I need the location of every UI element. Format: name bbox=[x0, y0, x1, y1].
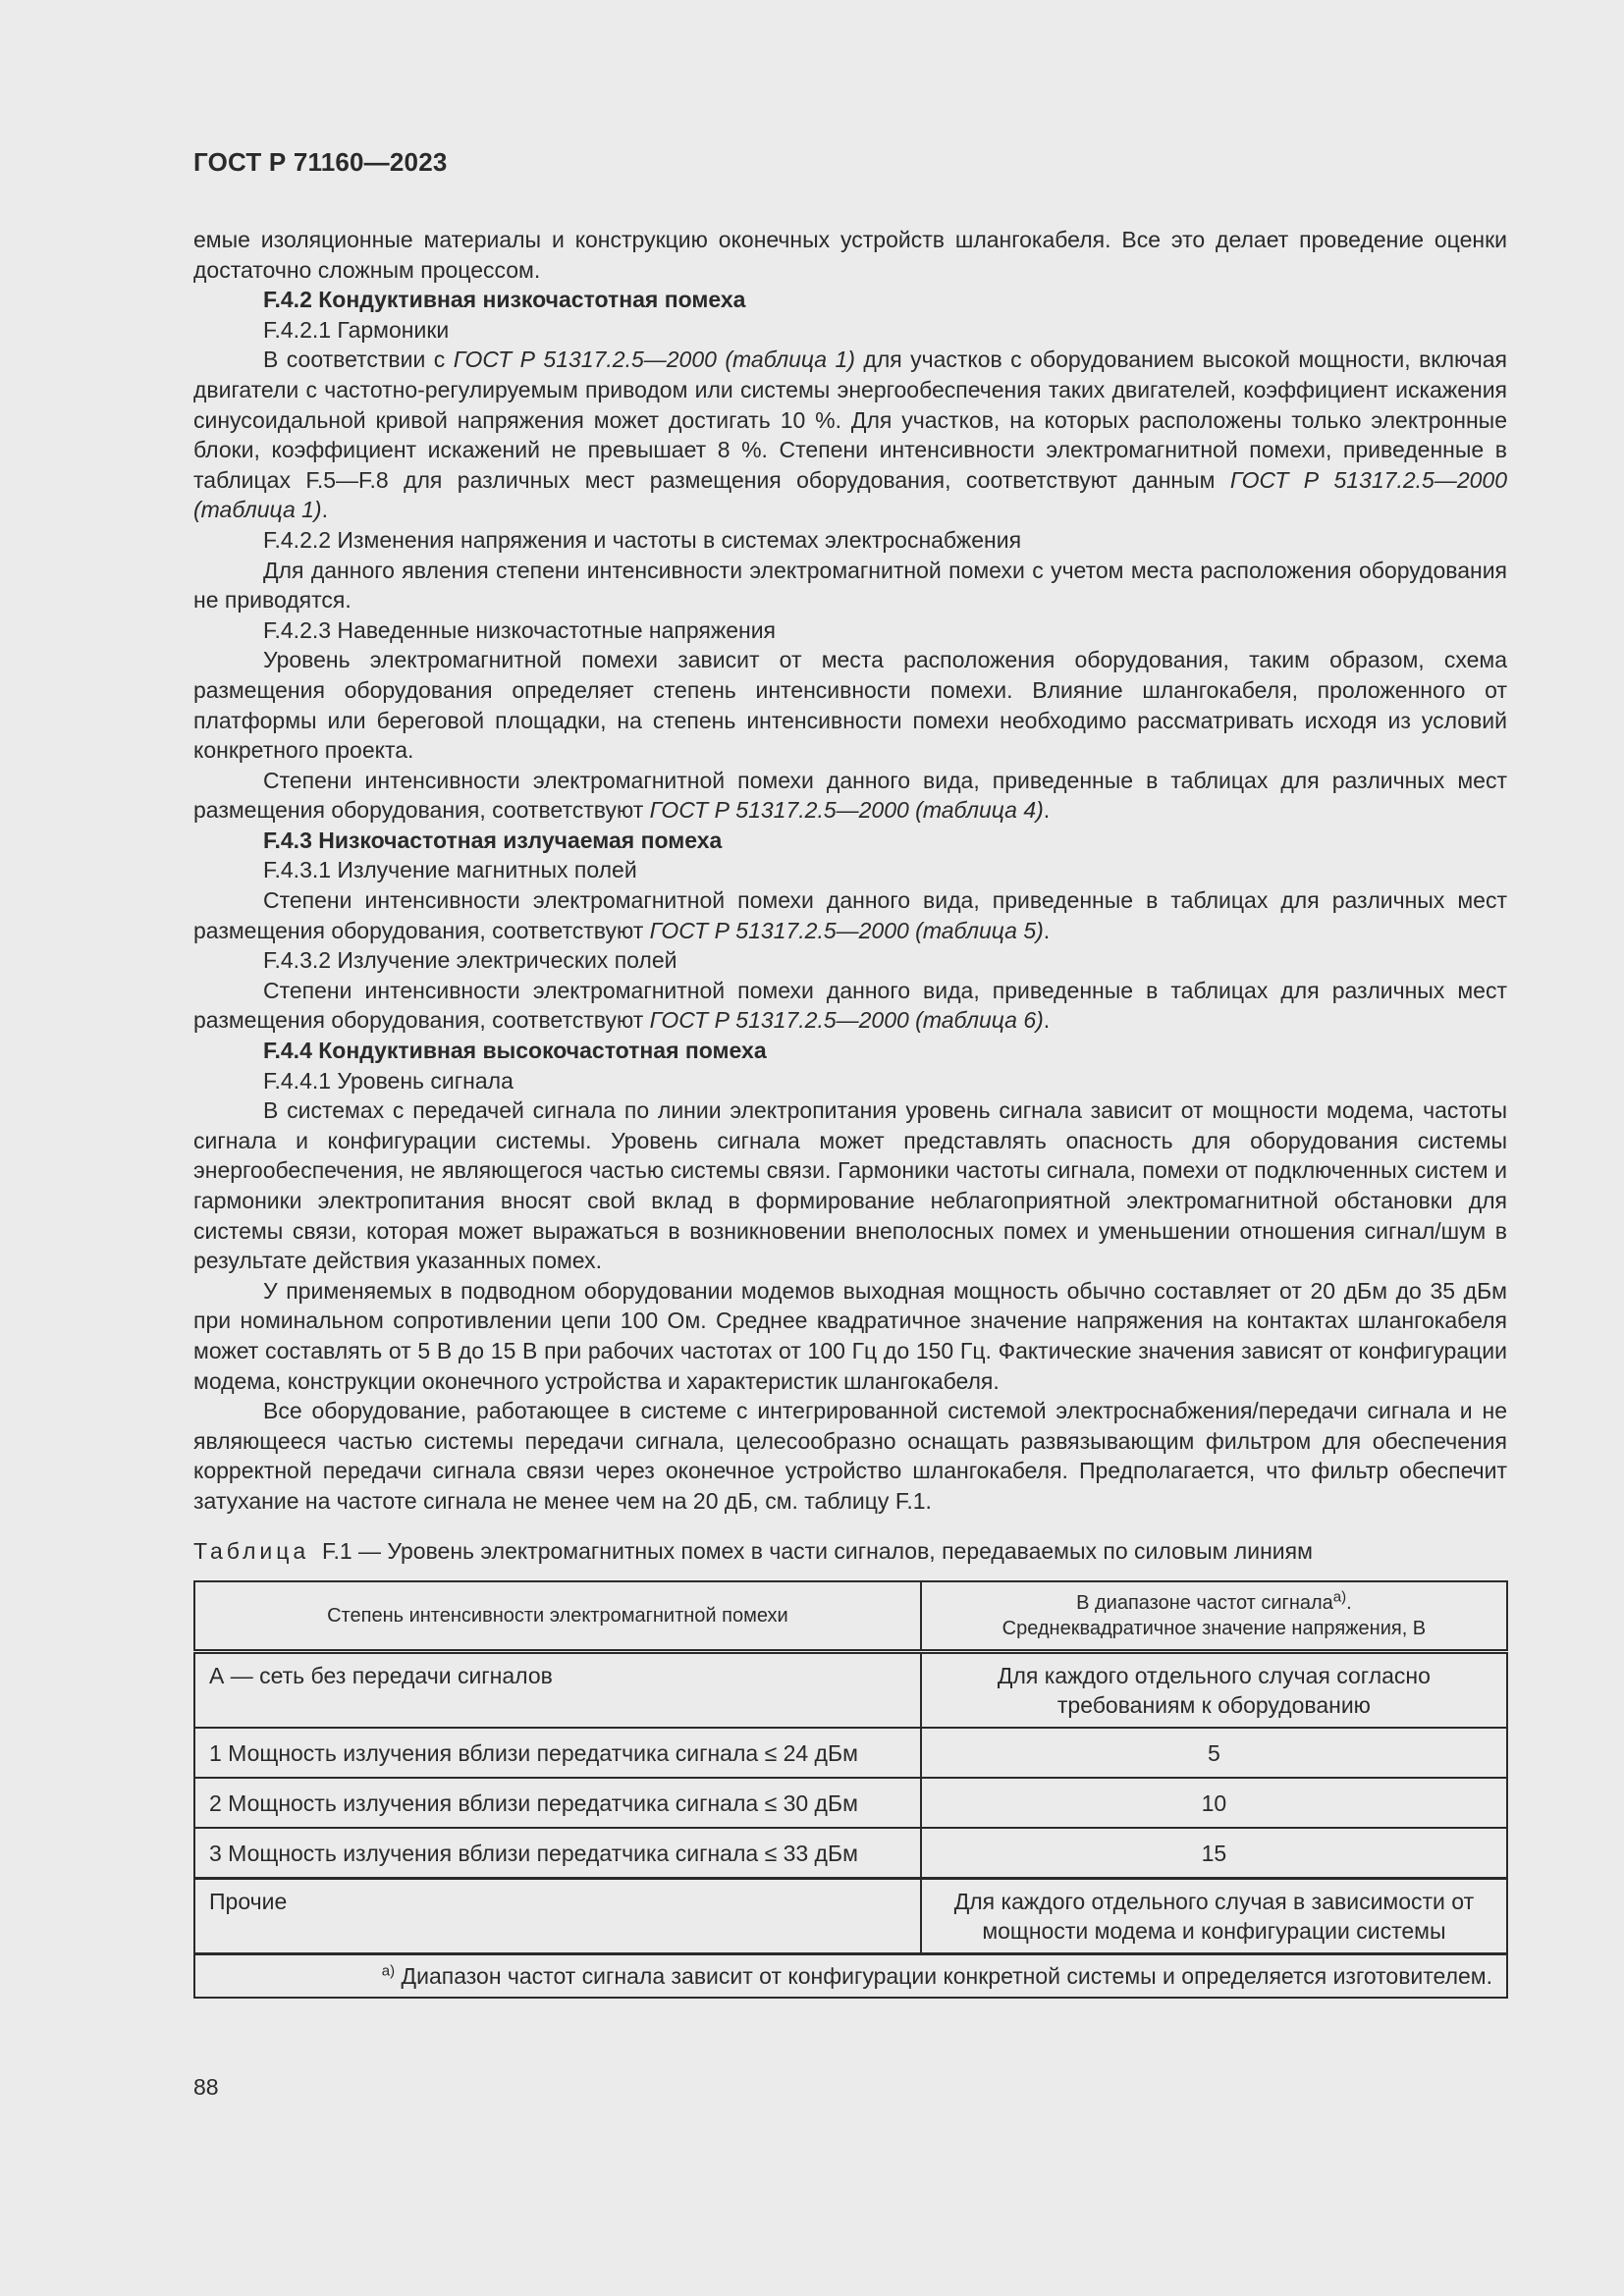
paragraph bbox=[193, 645, 1507, 765]
text-segment: F.4.2.2 Изменения напряжения и частоты в системах электроснабжения bbox=[263, 526, 1022, 553]
table-cell-value: 5 bbox=[921, 1728, 1507, 1778]
table-cell-value: Для каждого отдельного случая согласно требованиям к оборудованию bbox=[921, 1652, 1507, 1729]
standard-reference: ГОСТ Р 51317.2.5—2000 (таблица 5) bbox=[649, 917, 1044, 943]
paragraph bbox=[193, 766, 1507, 826]
standard-reference: ГОСТ Р 51317.2.5—2000 (таблица 6) bbox=[649, 1007, 1044, 1034]
text-segment: F.4.2.3 Наведенные низкочастотные напряжения bbox=[263, 616, 777, 643]
table-row bbox=[194, 1828, 1507, 1879]
table-footnote-row bbox=[194, 1954, 1507, 1999]
standard-reference: ГОСТ Р 51317.2.5—2000 (таблица 1) bbox=[453, 347, 855, 373]
subsection-heading bbox=[193, 315, 1507, 346]
paragraph bbox=[193, 976, 1507, 1036]
text-segment: F.4.2.1 Гармоники bbox=[263, 316, 450, 343]
text-segment: для участков с оборудованием высокой мощности, включая двигатели с частотно-регулируемым приводом или системы энергообеспечения таких двигателей, коэффициент искажения синусоидальной кривой напряжения может достигать 10 %. Для участков, на которых расположены только электронные блоки, коэффициент искажений не превышает 8 %. Степени интенсивности электромагнитной помехи, приведенные в таблицах F.5—F.8 для различных мест размещения оборудования, соответствуют данным bbox=[193, 347, 1508, 493]
table-caption-prefix: Таблица bbox=[193, 1538, 310, 1564]
section-heading bbox=[193, 1036, 1507, 1066]
text-segment: Степени интенсивности электромагнитной помехи данного вида, приведенные в таблицах для различных мест размещения оборудования, соответствуют bbox=[193, 977, 1507, 1034]
header-rms-text: Среднеквадратичное значение напряжения, В bbox=[1001, 1618, 1427, 1639]
text-segment: Степени интенсивности электромагнитной помехи данного вида, приведенные в таблицах для различных мест размещения оборудования, соответствуют bbox=[193, 887, 1507, 943]
subsection-heading bbox=[193, 525, 1507, 556]
table-caption bbox=[193, 1536, 1507, 1566]
text-segment: . bbox=[321, 497, 328, 523]
subsection-heading bbox=[193, 855, 1507, 885]
text-segment: F.4.4.1 Уровень сигнала bbox=[263, 1067, 514, 1094]
text-segment: Для данного явления степени интенсивности электромагнитной помехи с учетом места расположения оборудования не приводятся. bbox=[193, 557, 1507, 614]
standard-reference: ГОСТ Р 51317.2.5—2000 (таблица 4) bbox=[649, 797, 1044, 824]
table-cell-level: Прочие bbox=[194, 1879, 921, 1954]
footnote-mark: а) bbox=[381, 1962, 396, 1980]
paragraph bbox=[193, 885, 1507, 945]
section-heading bbox=[193, 285, 1507, 315]
subsection-heading bbox=[193, 945, 1507, 976]
document-header-title: ГОСТ Р 71160—2023 bbox=[193, 147, 448, 177]
table-cell-level: А — сеть без передачи сигналов bbox=[194, 1652, 921, 1729]
table-row bbox=[194, 1728, 1507, 1778]
text-segment: . bbox=[1043, 917, 1051, 943]
text-segment: F.4.3 Низкочастотная излучаемая помеха bbox=[263, 827, 723, 853]
paragraph bbox=[193, 1396, 1507, 1516]
text-segment: Уровень электромагнитной помехи зависит от места расположения оборудования, таким образом, схема размещения оборудования определяет степень интенсивности помехи. Влияние шлангокабеля, проложенного от платформы или береговой площадки, на степень интенсивности помехи необходимо рассматривать исходя из условий конкретного проекта. bbox=[193, 647, 1507, 764]
text-segment: F.4.3.2 Излучение электрических полей bbox=[263, 947, 677, 974]
page-number: 88 bbox=[193, 2074, 219, 2100]
table-cell-value: Для каждого отдельного случая в зависимости от мощности модема и конфигурации системы bbox=[921, 1879, 1507, 1954]
table-row bbox=[194, 1652, 1507, 1729]
table-header-voltage bbox=[921, 1581, 1507, 1652]
standard-reference: ГОСТ Р 51317.2.5—2000 (таблица 1) bbox=[193, 466, 1507, 523]
text-segment: Степени интенсивности электромагнитной помехи данного вида, приведенные в таблицах для различных мест размещения оборудования, соответствуют bbox=[193, 767, 1507, 824]
table-cell-value: 15 bbox=[921, 1828, 1507, 1879]
footnote-text: Диапазон частот сигнала зависит от конфигурации конкретной системы и определяется изготовителем. bbox=[395, 1963, 1492, 1989]
header-range-text: В диапазоне частот сигнала bbox=[1076, 1592, 1333, 1614]
text-segment: . bbox=[1043, 797, 1051, 824]
text-segment: F.4.3.1 Излучение магнитных полей bbox=[263, 857, 637, 883]
table-cell-level: 3 Мощность излучения вблизи передатчика сигнала ≤ 33 дБм bbox=[194, 1828, 921, 1879]
paragraph bbox=[193, 345, 1507, 525]
subsection-heading bbox=[193, 1066, 1507, 1096]
table-caption-text: F.1 — Уровень электромагнитных помех в части сигналов, передаваемых по силовым линиям bbox=[321, 1538, 1313, 1564]
table-cell-value: 10 bbox=[921, 1778, 1507, 1828]
subsection-heading bbox=[193, 615, 1507, 646]
header-footnote-mark: а) bbox=[1332, 1588, 1347, 1606]
text-segment: У применяемых в подводном оборудовании модемов выходная мощность обычно составляет от 20 дБм до 35 дБм при номинальном сопротивлении цепи 100 Ом. Среднее квадратичное значение напряжения на контактах шлангокабеля может составлять от 5 В до 15 В при рабочих частотах от 100 Гц до 150 Гц. Фактические значения зависят от конфигурации модема, конструкции оконечного устройства и характеристик шлангокабеля. bbox=[193, 1277, 1507, 1394]
emi-levels-table bbox=[193, 1580, 1508, 1999]
table-cell-level: 2 Мощность излучения вблизи передатчика сигнала ≤ 30 дБм bbox=[194, 1778, 921, 1828]
table-cell-level: 1 Мощность излучения вблизи передатчика сигнала ≤ 24 дБм bbox=[194, 1728, 921, 1778]
text-segment: В соответствии с bbox=[263, 347, 454, 373]
paragraph bbox=[193, 1095, 1507, 1276]
text-segment: В системах с передачей сигнала по линии электропитания уровень сигнала зависит от мощности модема, частоты сигнала и конфигурации системы. Уровень сигнала может представлять опасность для оборудования системы энергообеспечения, не являющегося частью системы связи. Гармоники частоты сигнала, помехи от подключенных систем и гармоники электропитания вносят свой вклад в формирование неблагоприятной электромагнитной обстановки для системы связи, которая может выражаться в возникновении внеполосных помех и уменьшении отношения сигнал/шум в результате действия указанных помех. bbox=[193, 1097, 1507, 1274]
table-header-level: Степень интенсивности электромагнитной помехи bbox=[194, 1581, 921, 1652]
paragraph bbox=[193, 1276, 1507, 1396]
table-header-row bbox=[194, 1581, 1507, 1652]
text-segment: Все оборудование, работающее в системе с интегрированной системой электроснабжения/передачи сигнала и не являющееся частью системы передачи сигнала, целесообразно оснащать развязывающим фильтром для обеспечения корректной передачи сигнала связи через оконечное устройство шлангокабеля. Предполагается, что фильтр обеспечит затухание на частоте сигнала не менее чем на 20 дБ, см. таблицу F.1. bbox=[193, 1398, 1507, 1514]
text-segment: F.4.4 Кондуктивная высокочастотная помеха bbox=[263, 1038, 767, 1064]
table-row bbox=[194, 1778, 1507, 1828]
section-heading bbox=[193, 826, 1507, 856]
table-footnote bbox=[194, 1954, 1507, 1999]
paragraph bbox=[193, 556, 1507, 615]
text-segment: емые изоляционные материалы и конструкцию оконечных устройств шлангокабеля. Все это делает проведение оценки достаточно сложным процессом. bbox=[193, 227, 1507, 283]
text-segment: F.4.2 Кондуктивная низкочастотная помеха bbox=[263, 287, 746, 313]
text-segment: . bbox=[1043, 1007, 1051, 1034]
table-row bbox=[194, 1879, 1507, 1954]
paragraph-continuation bbox=[193, 225, 1507, 285]
body-text bbox=[193, 225, 1507, 1517]
header-dot: . bbox=[1346, 1592, 1352, 1614]
